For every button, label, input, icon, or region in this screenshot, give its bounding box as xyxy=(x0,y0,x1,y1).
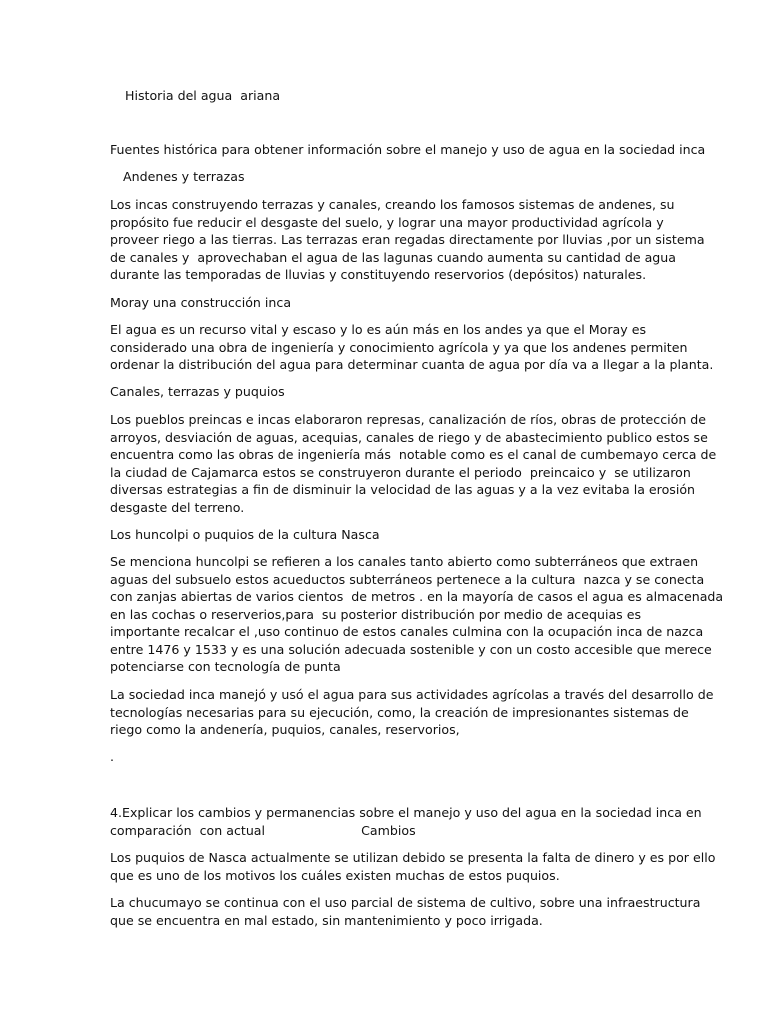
chucumayo-line: que se encuentra en mal estado, sin mantenimiento y poco irrigada. xyxy=(110,912,543,928)
section-heading-canales: Canales, terrazas y puquios xyxy=(110,384,285,399)
paragraph-line: ordenar la distribución del agua para determinar cuanta de agua por día va a llegar a la planta. xyxy=(110,357,714,372)
paragraph-line: proveer riego a las tierras. Las terrazas eran regadas directamente por lluvias ,por un sistema xyxy=(110,232,705,247)
paragraph-line: considerado una obra de ingeniería y conocimiento agrícola y ya que los andenes permiten xyxy=(110,339,688,355)
chucumayo-line: La chucumayo se continua con el uso parcial de sistema de cultivo, sobre una infraestructura xyxy=(110,895,701,910)
paragraph-line: con zanjas abiertas de varios cientos de metros . en la mayoría de casos el agua es almacenada xyxy=(110,589,724,604)
paragraph-line: diversas estrategias a fin de disminuir la velocidad de las aguas y a la vez evitaba la erosión xyxy=(110,482,696,497)
question-line: 4.Explicar los cambios y permanencias sobre el manejo y uso del agua en la sociedad inca en xyxy=(110,805,702,820)
paragraph-line: de canales y aprovechaban el agua de las lagunas cuando aumenta su cantidad de agua xyxy=(110,249,676,265)
puquios-line: que es uno de los motivos los cuáles existen muchas de estos puquios. xyxy=(110,867,560,883)
paragraph-line: desgaste del terreno. xyxy=(110,499,245,515)
paragraph-line: Los pueblos preincas e incas elaboraron represas, canalización de ríos, obras de protección de xyxy=(110,412,707,427)
paragraph-line: arroyos, desviación de aguas, acequias, canales de riego y de abastecimiento publico estos se xyxy=(110,429,708,445)
conclusion-line: tecnologías necesarias para su ejecución, como, la creación de impresionantes sistemas de xyxy=(110,704,689,720)
section-heading-huncolpi: Los huncolpi o puquios de la cultura Nasca xyxy=(110,527,380,542)
paragraph-line: Se menciona huncolpi se refieren a los canales tanto abierto como subterráneos que extraen xyxy=(110,554,699,569)
document-title: Historia del agua ariana xyxy=(125,88,281,103)
paragraph-line: la ciudad de Cajamarca estos se construyeron durante el periodo preincaico y se utilizaron xyxy=(110,464,691,480)
paragraph-line: entre 1476 y 1533 y es una solución adecuada sostenible y con un costo accesible que merece xyxy=(110,641,712,657)
stray-dot: . xyxy=(110,749,115,764)
paragraph-line: El agua es un recurso vital y escaso y lo es aún más en los andes ya que el Moray es xyxy=(110,322,647,337)
puquios-line: Los puquios de Nasca actualmente se utilizan debido se presenta la falta de dinero y es por ello xyxy=(110,850,716,865)
paragraph-line: durante las temporadas de lluvias y constituyendo reservorios (depósitos) naturales. xyxy=(110,267,647,282)
section-heading-moray: Moray una construcción inca xyxy=(110,295,292,310)
paragraph-line: en las cochas o reserverios,para su posterior distribución por medio de acequias es xyxy=(110,606,642,622)
conclusion-line: riego como la andenería, puquios, canales, reservorios, xyxy=(110,722,460,737)
paragraph-line: encuentra como las obras de ingeniería más notable como es el canal de cumbemayo cerca de xyxy=(110,447,717,462)
paragraph-line: aguas del subsuelo estos acueductos subterráneos pertenece a la cultura nazca y se conecta xyxy=(110,571,705,587)
paragraph-line: importante recalcar el ,uso continuo de estos canales culmina con la ocupación inca de nazca xyxy=(110,624,704,639)
sources-heading: Fuentes histórica para obtener información sobre el manejo y uso de agua en la sociedad inca xyxy=(110,142,706,157)
question-line: comparación con actual Cambios xyxy=(110,822,416,838)
section-heading-andenes: Andenes y terrazas xyxy=(123,169,245,184)
conclusion-line: La sociedad inca manejó y usó el agua para sus actividades agrícolas a través del desarrollo de xyxy=(110,687,714,702)
paragraph-line: propósito fue reducir el desgaste del suelo, y lograr una mayor productividad agrícola y xyxy=(110,214,664,230)
paragraph-line: Los incas construyendo terrazas y canales, creando los famosos sistemas de andenes, su xyxy=(110,197,675,212)
paragraph-line: potenciarse con tecnología de punta xyxy=(110,659,341,674)
